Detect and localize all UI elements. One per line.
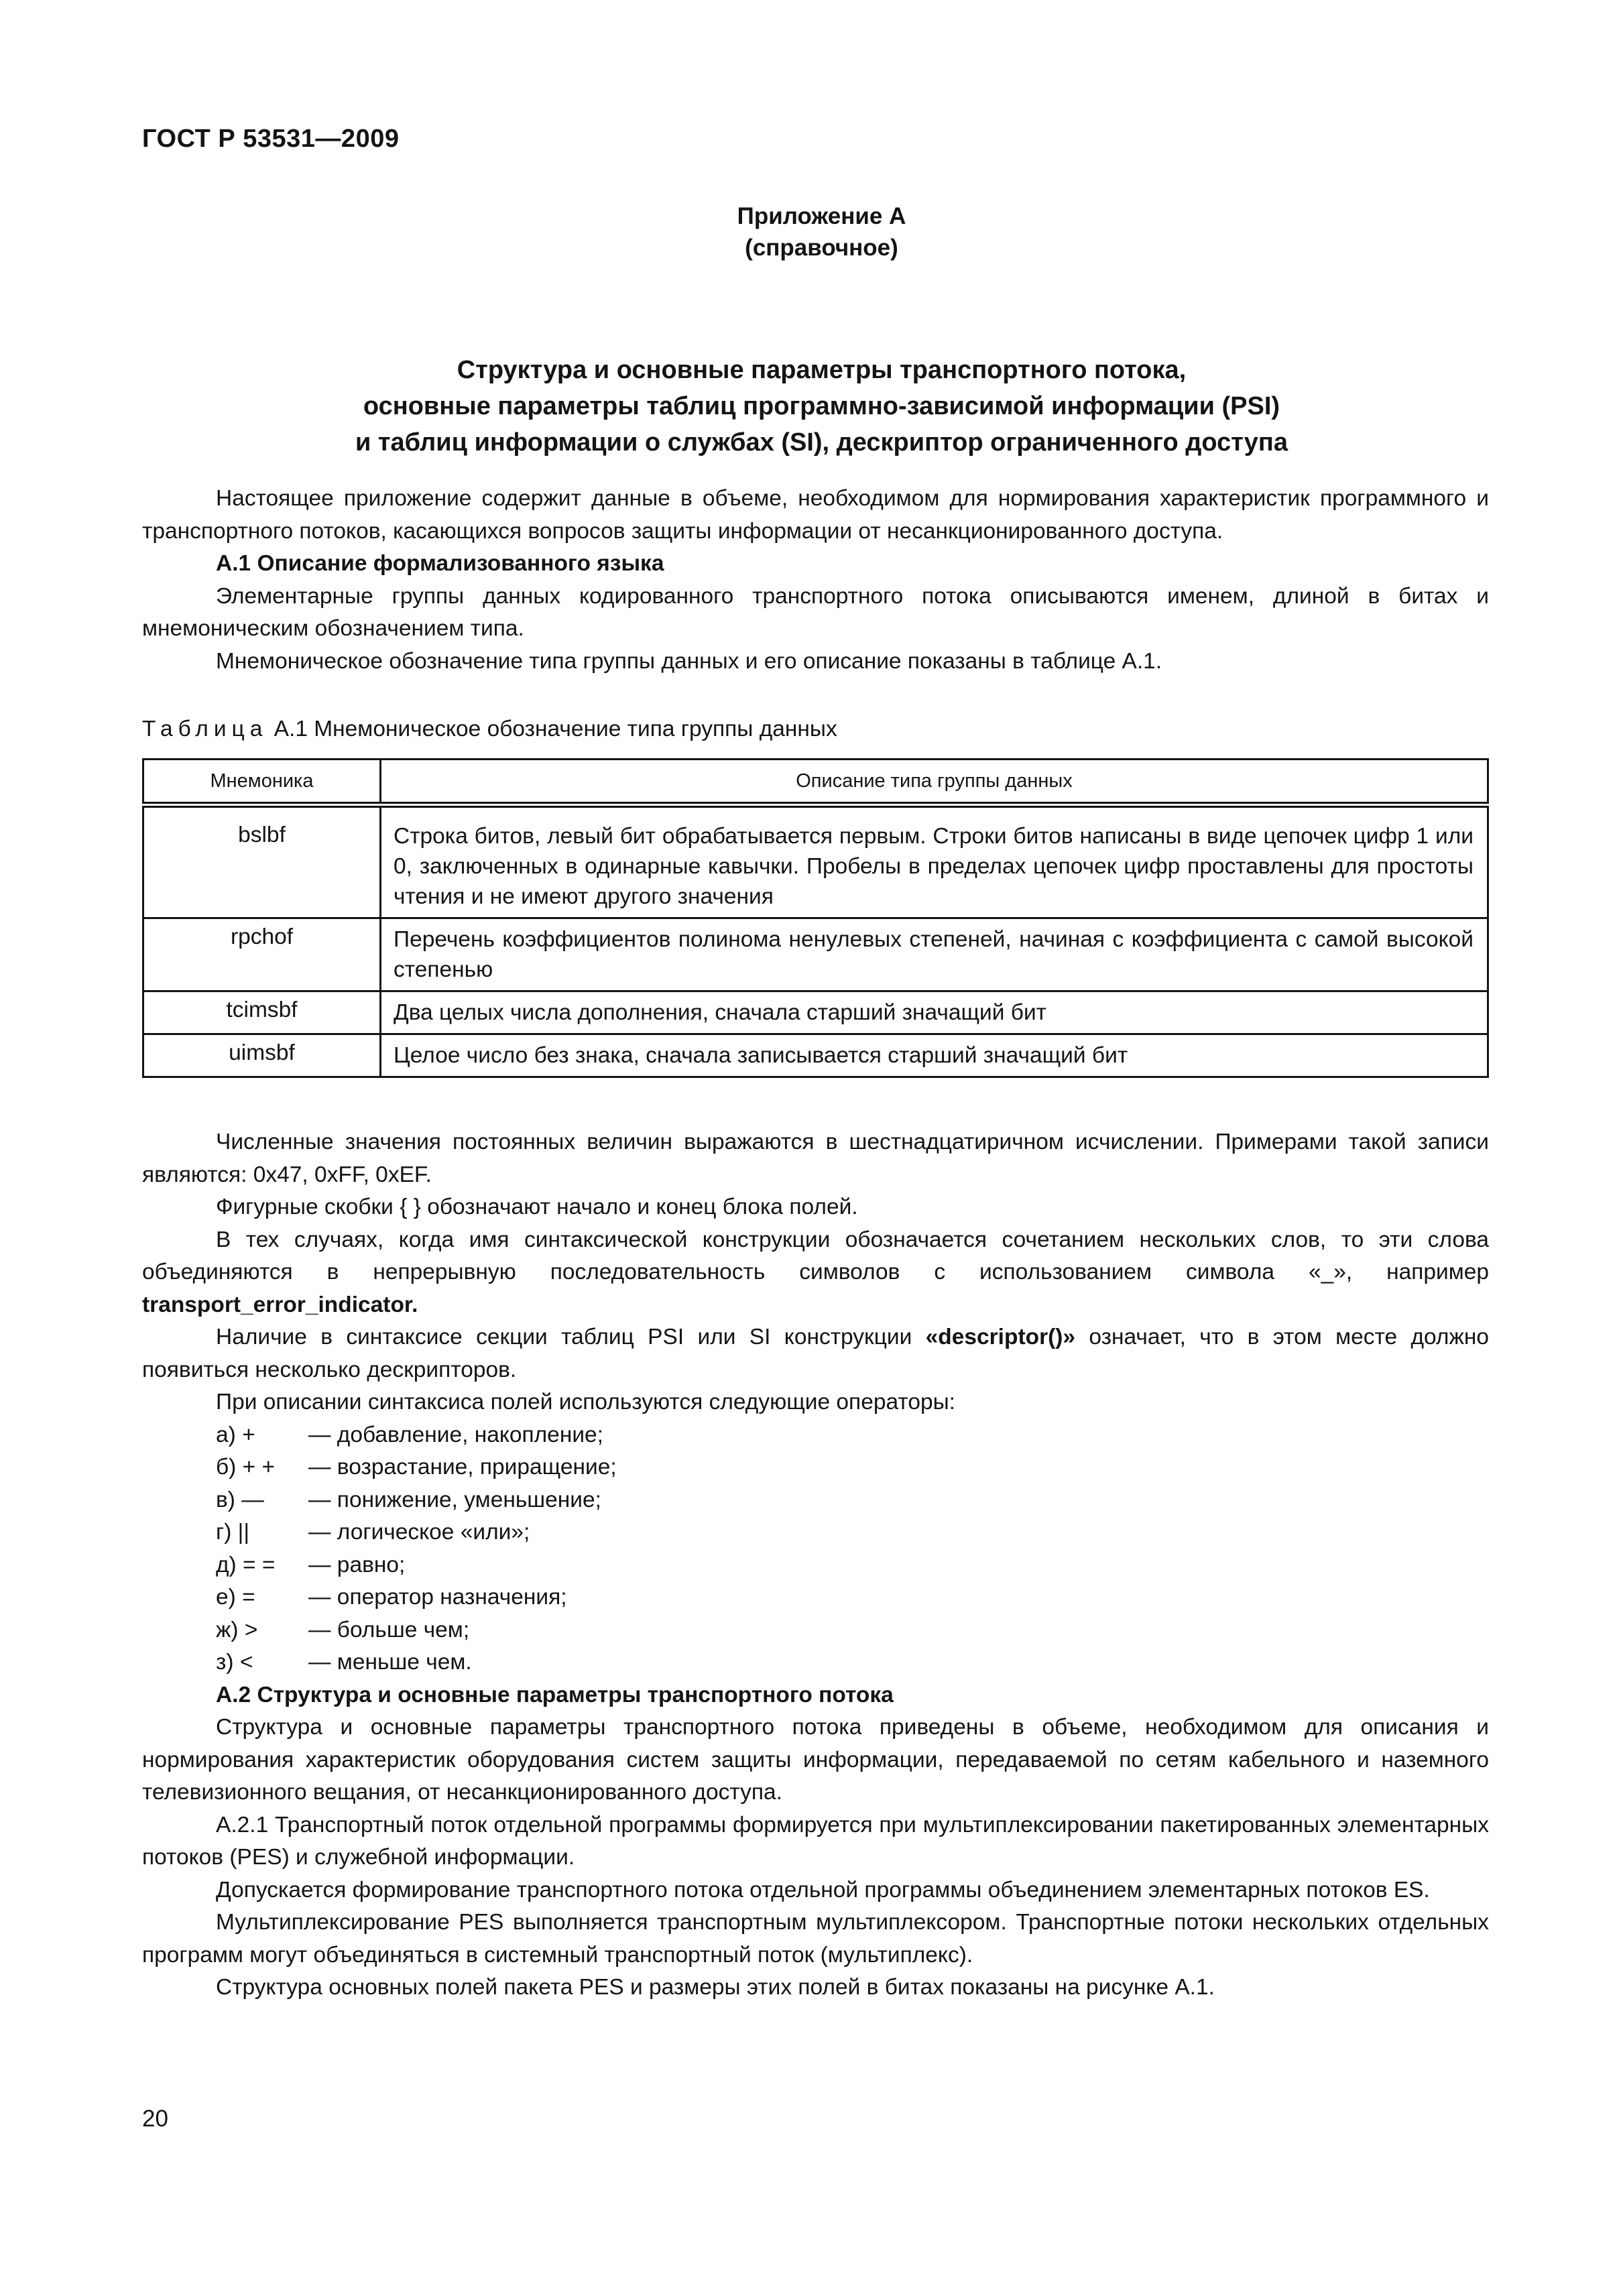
operator-key: е) = [216, 1585, 255, 1610]
paragraph: При описании синтаксиса полей используются следующие операторы: [216, 1390, 955, 1414]
operator-key: ж) > [216, 1617, 258, 1642]
mnemonic-cell: tcimsbf [143, 991, 381, 1034]
paragraph-text: В тех случаях, когда имя синтаксической конструкции обозначается сочетанием нескольких слов, то эти слова объединяются в непрерывную последовательность символов с использованием символа «_», например [142, 1227, 1489, 1284]
operator-key: д) = = [216, 1552, 276, 1577]
paragraph: Численные значения постоянных величин выражаются в шестнадцатиричном исчислении. Примерами такой записи являются: 0х47, 0xFF, 0xEF. [142, 1130, 1489, 1187]
table-caption [142, 717, 837, 742]
paragraph [142, 1321, 1489, 1386]
paragraph: А.2.1 Транспортный поток отдельной программы формируется при мультиплексировании пакетированных элементарных потоков (PES) и служебной информации. [142, 1812, 1489, 1870]
table-caption-prefix: Таблица [142, 717, 268, 741]
list-item [216, 1451, 1489, 1484]
page-number: 20 [142, 2106, 168, 2132]
code-term: «descriptor()» [925, 1325, 1076, 1349]
list-item [216, 1419, 1489, 1452]
paragraph: Структура и основные параметры транспортного потока приведены в объеме, необходимом для описания и нормирования характеристик оборудования систем защиты информации, передаваемой по сетям кабельного и наземного телевизионного вещания, от несанкционированного доступа. [142, 1715, 1489, 1805]
list-item [216, 1516, 1489, 1549]
title-line: Структура и основные параметры транспортного потока, [457, 356, 1187, 384]
operators-list [142, 1419, 1489, 1679]
table-row [143, 805, 1488, 918]
section-a1-paragraph: Мнемоническое обозначение типа группы данных и его описание показаны в таблице А.1. [216, 648, 1162, 674]
mnemonic-table [142, 758, 1489, 1078]
description-cell: Два целых числа дополнения, сначала старший значащий бит [381, 991, 1488, 1034]
paragraph: Допускается формирование транспортного потока отдельной программы объединением элементарных потоков ES. [216, 1877, 1430, 1902]
mnemonic-cell: bslbf [143, 805, 381, 918]
section-a1-heading: А.1 Описание формализованного языка [216, 551, 664, 576]
section-a2-heading: А.2 Структура и основные параметры транспортного потока [216, 1682, 894, 1707]
operator-desc: — возрастание, приращение; [308, 1455, 617, 1479]
list-item [216, 1484, 1489, 1517]
list-item [216, 1614, 1489, 1647]
description-cell: Строка битов, левый бит обрабатывается первым. Строки битов написаны в виде цепочек цифр 1 или 0, заключенных в одинарные кавычки. Пробелы в пределах цепочек цифр проставлены для простоты чтения и не имеют другого значения [381, 805, 1488, 918]
code-term: transport_error_indicator. [142, 1292, 418, 1317]
paragraph [142, 1224, 1489, 1322]
appendix-title [10, 352, 1623, 461]
table-header-cell: Описание типа группы данных [381, 760, 1488, 805]
description-cell: Перечень коэффициентов полинома ненулевых степеней, начиная с коэффициента с самой высокой степенью [381, 918, 1488, 991]
operator-key: з) < [216, 1650, 253, 1675]
operator-desc: — больше чем; [308, 1617, 470, 1642]
title-line: и таблиц информации о службах (SI), дескриптор ограниченного доступа [355, 428, 1288, 457]
list-item [216, 1549, 1489, 1582]
intro-paragraph: Настоящее приложение содержит данные в объеме, необходимом для нормирования характеристик программного и транспортного потоков, касающихся вопросов защиты информации от несанкционированного доступа. [142, 486, 1489, 544]
paragraph-text: означает, что в этом месте должно появиться несколько дескрипторов. [142, 1325, 1489, 1382]
operator-key: г) || [216, 1520, 250, 1545]
operator-desc: — логическое «или»; [308, 1520, 530, 1545]
paragraph: Фигурные скобки { } обозначают начало и конец блока полей. [216, 1195, 858, 1219]
main-text-block [142, 1126, 1489, 2004]
description-cell: Целое число без знака, сначала записывается старший значащий бит [381, 1034, 1488, 1077]
paragraph-text: Наличие в синтаксисе секции таблиц PSI или SI конструкции [216, 1325, 926, 1349]
table-row [143, 1034, 1488, 1077]
standard-number: ГОСТ Р 53531—2009 [142, 125, 400, 153]
table-row [143, 918, 1488, 991]
operator-key: а) + [216, 1422, 255, 1447]
appendix-type: (справочное) [745, 235, 898, 261]
operator-desc: — оператор назначения; [308, 1585, 567, 1610]
operator-key: б) + + [216, 1455, 276, 1479]
paragraph: Мультиплексирование PES выполняется транспортным мультиплексором. Транспортные потоки нескольких отдельных программ могут объединяться в системный транспортный поток (мультиплекс). [142, 1910, 1489, 1968]
list-item [216, 1646, 1489, 1679]
table-caption-text: А.1 Мнемоническое обозначение типа группы данных [267, 717, 837, 741]
operator-desc: — понижение, уменьшение; [308, 1487, 601, 1512]
list-item [216, 1581, 1489, 1614]
table-header-cell: Мнемоника [143, 760, 381, 805]
table-header-row [143, 760, 1488, 805]
table-row [143, 991, 1488, 1034]
operator-desc: — равно; [308, 1552, 406, 1577]
section-a1-paragraph: Элементарные группы данных кодированного транспортного потока описываются именем, длиной в битах и мнемоническим обозначением типа. [142, 583, 1489, 641]
mnemonic-cell: rpchof [143, 918, 381, 991]
paragraph: Структура основных полей пакета PES и размеры этих полей в битах показаны на рисунке А.1. [216, 1975, 1215, 2000]
operator-desc: — добавление, накопление; [308, 1422, 603, 1447]
mnemonic-cell: uimsbf [143, 1034, 381, 1077]
operator-key: в) — [216, 1487, 264, 1512]
title-line: основные параметры таблиц программно-зависимой информации (PSI) [363, 392, 1280, 420]
appendix-label: Приложение А [737, 203, 906, 229]
operator-desc: — меньше чем. [308, 1650, 472, 1675]
intro-block [142, 483, 1489, 678]
